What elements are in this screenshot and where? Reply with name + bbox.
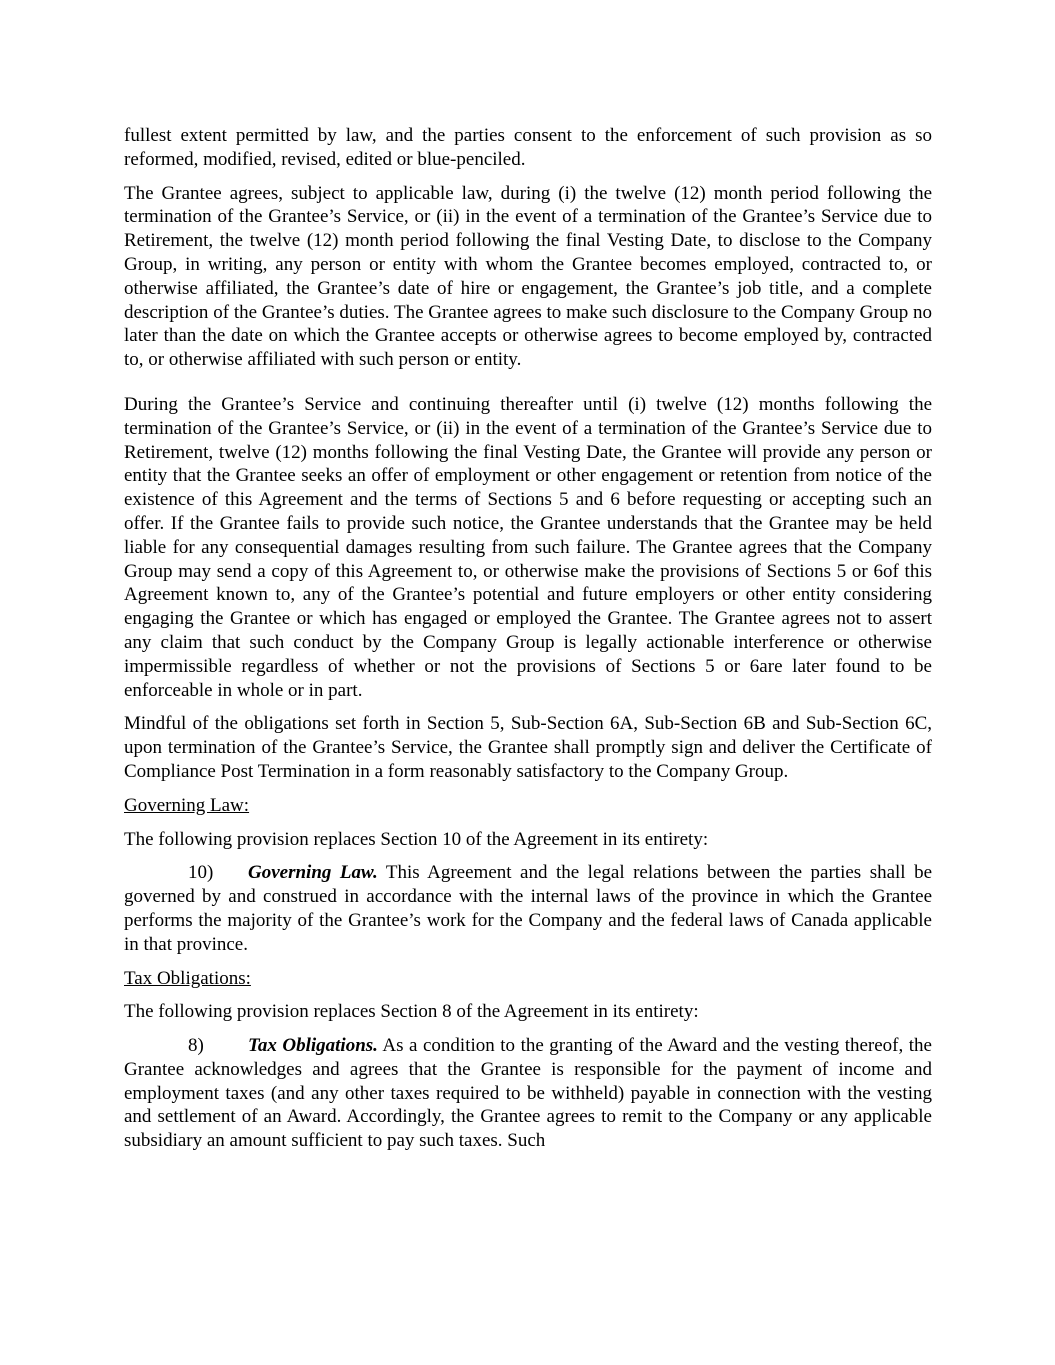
clause-number: 10) xyxy=(188,862,214,884)
paragraph-certificate: Mindful of the obligations set forth in Section 5, Sub-Section 6A, Sub-Section 6B and Sub-Section 6C, upon termination of the Grantee’s Service, the Grantee shall promptly sign and deliver the Certificate of Compliance Post Termination in a form reasonably satisfactory to the Company Group. xyxy=(124,713,932,782)
document-page xyxy=(124,124,932,1163)
clause-title: Tax Obligations. xyxy=(248,1035,378,1057)
clause-text: As a condition to the granting of the Award and the vesting thereof, the Grantee acknowledges and agrees that the Grantee is responsible for the payment of income and employment taxes (and any other taxes required to be withheld) payable in connection with the vesting and settlement of an Award. Accordingly, the Grantee agrees to remit to the Company or any applicable subsidiary an amount sufficient to pay such taxes. Such xyxy=(124,1035,932,1152)
paragraph-notice: During the Grantee’s Service and continuing thereafter until (i) twelve (12) months following the termination of the Grantee’s Service, or (ii) in the event of a termination of the Grantee’s Service due to Retirement, twelve (12) months following the final Vesting Date, the Grantee will provide any person or entity that the Grantee seeks an offer of employment or other engagement or retention from notice of the existence of this Agreement and the terms of Sections 5 and 6 before requesting or accepting such an offer. If the Grantee fails to provide such notice, the Grantee understands that the Grantee may be held liable for any consequential damages resulting from such failure. The Grantee agrees that the Company Group may send a copy of this Agreement to, or otherwise make the provisions of Sections 5 or 6of this Agreement known to, any of the Grantee’s potential and future employers or other entity considering engaging the Grantee or which has engaged or employed the Grantee. The Grantee agrees not to assert any claim that such conduct by the Company Group is legally actionable interference or otherwise impermissible regardless of whether or not the provisions of Sections 5 or 6are later found to be enforceable in whole or in part. xyxy=(124,393,932,701)
governing-law-clause xyxy=(124,861,932,956)
clause-title: Governing Law. xyxy=(248,862,378,884)
tax-obligations-heading: Tax Obligations: xyxy=(124,967,251,989)
clause-number: 8) xyxy=(188,1035,204,1057)
tax-obligations-intro: The following provision replaces Section 8 of the Agreement in its entirety: xyxy=(124,1001,699,1023)
governing-law-heading: Governing Law: xyxy=(124,794,250,816)
tax-obligations-clause xyxy=(124,1034,932,1153)
clause-text: This Agreement and the legal relations between the parties shall be governed by and construed in accordance with the internal laws of the province in which the Grantee performs the majority of the Grantee’s work for the Company and the federal laws of Canada applicable in that province. xyxy=(124,862,933,955)
paragraph-disclosure: The Grantee agrees, subject to applicable law, during (i) the twelve (12) month period following the termination of the Grantee’s Service, or (ii) in the event of a termination of the Grantee’s Service due to Retirement, the twelve (12) month period following the final Vesting Date, to disclose to the Company Group, in writing, any person or entity with whom the Grantee becomes employed, contracted to, or otherwise affiliated, the Grantee’s date of hire or engagement, the Grantee’s job title, and a complete description of the Grantee’s duties. The Grantee agrees to make such disclosure to the Company Group no later than the date on which the Grantee accepts or otherwise agrees to become employed by, contracted to, or otherwise affiliated with such person or entity. xyxy=(124,182,932,371)
paragraph-continuation: fullest extent permitted by law, and the parties consent to the enforcement of such provision as so reformed, modified, revised, edited or blue-penciled. xyxy=(124,125,932,170)
governing-law-intro: The following provision replaces Section 10 of the Agreement in its entirety: xyxy=(124,828,709,850)
